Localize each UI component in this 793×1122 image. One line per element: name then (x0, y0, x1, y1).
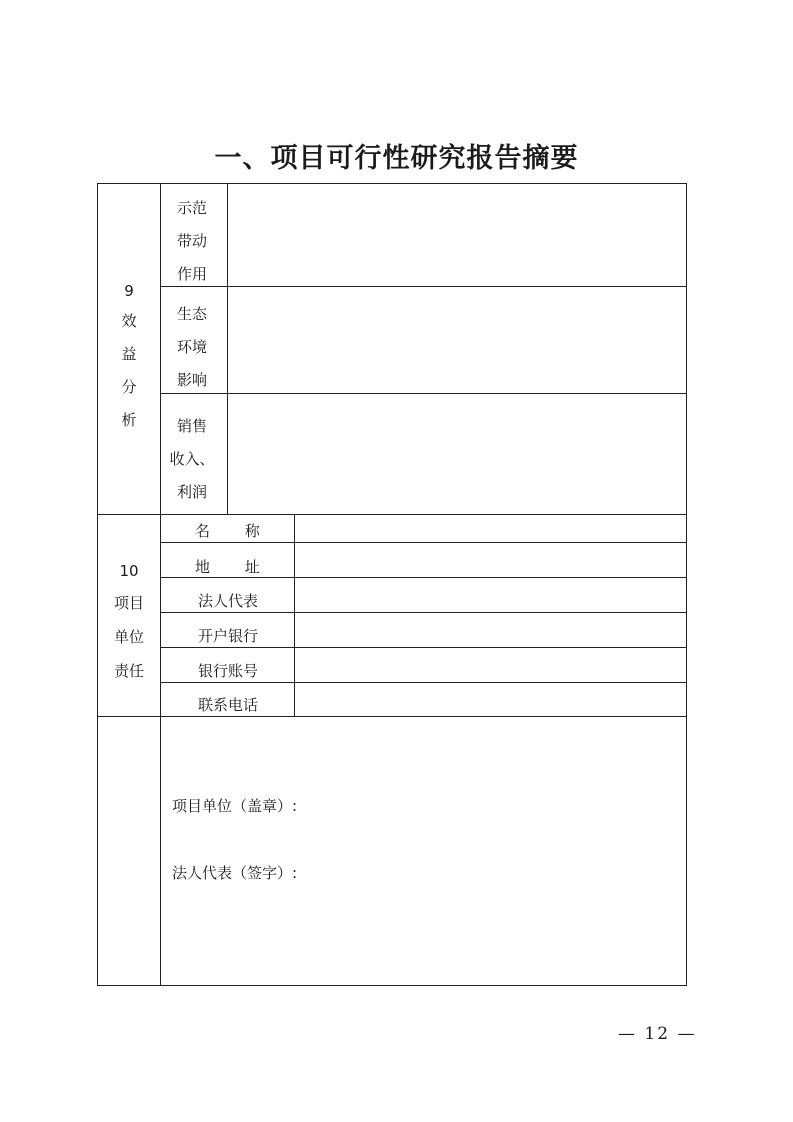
sublabel-line: 收入、 (169, 450, 215, 468)
unit-label-line: 责任 (113, 662, 144, 680)
legal-rep-signature-label: 法人代表（签字）: (172, 864, 298, 882)
account-field[interactable] (296, 649, 686, 682)
bank-field[interactable] (296, 614, 686, 647)
legal-rep-field[interactable] (296, 579, 686, 612)
page-title: 一、项目可行性研究报告摘要 (214, 143, 579, 174)
divider-main-column (160, 184, 161, 985)
benefit-label-char: 析 (121, 411, 137, 429)
unit-section-number: 10 (119, 562, 139, 580)
sales-profit-field[interactable] (229, 395, 686, 514)
sublabel-sales-profit (164, 410, 220, 509)
benefit-section-number: 9 (124, 282, 134, 300)
sublabel-line: 生态 (176, 305, 207, 323)
field-label-address: 地 址 (195, 558, 260, 576)
sublabel-line: 作用 (176, 265, 207, 283)
summary-form-table (97, 183, 687, 986)
field-label-account: 银行账号 (198, 662, 259, 680)
unit-label-line: 项目 (113, 594, 144, 612)
sublabel-demonstration-effect (164, 192, 220, 291)
benefit-section-label (98, 284, 160, 446)
field-label-bank: 开户银行 (198, 627, 259, 645)
unit-address-field[interactable] (296, 544, 686, 577)
unit-name-field[interactable] (296, 515, 686, 542)
sublabel-line: 利润 (176, 483, 207, 501)
sublabel-line: 影响 (176, 371, 207, 389)
unit-section-label (98, 564, 160, 698)
sublabel-line: 带动 (176, 232, 207, 250)
unit-label-line: 单位 (113, 628, 144, 646)
divider-row-10-sign (98, 716, 686, 717)
unit-stamp-label: 项目单位（盖章）: (172, 797, 298, 815)
benefit-label-char: 效 (121, 312, 137, 330)
benefit-label-char: 益 (121, 345, 137, 363)
demonstration-effect-field[interactable] (229, 184, 686, 286)
sublabel-line: 销售 (176, 417, 207, 435)
sublabel-line: 环境 (176, 338, 207, 356)
ecological-impact-field[interactable] (229, 288, 686, 393)
phone-field[interactable] (296, 684, 686, 716)
field-label-phone: 联系电话 (198, 696, 259, 714)
field-label-legal-rep: 法人代表 (198, 592, 259, 610)
sublabel-ecological-impact (164, 298, 220, 397)
sublabel-line: 示范 (176, 199, 207, 217)
field-label-name: 名 称 (195, 522, 260, 540)
page-number: — 12 — (618, 1024, 697, 1044)
benefit-label-char: 分 (121, 378, 137, 396)
